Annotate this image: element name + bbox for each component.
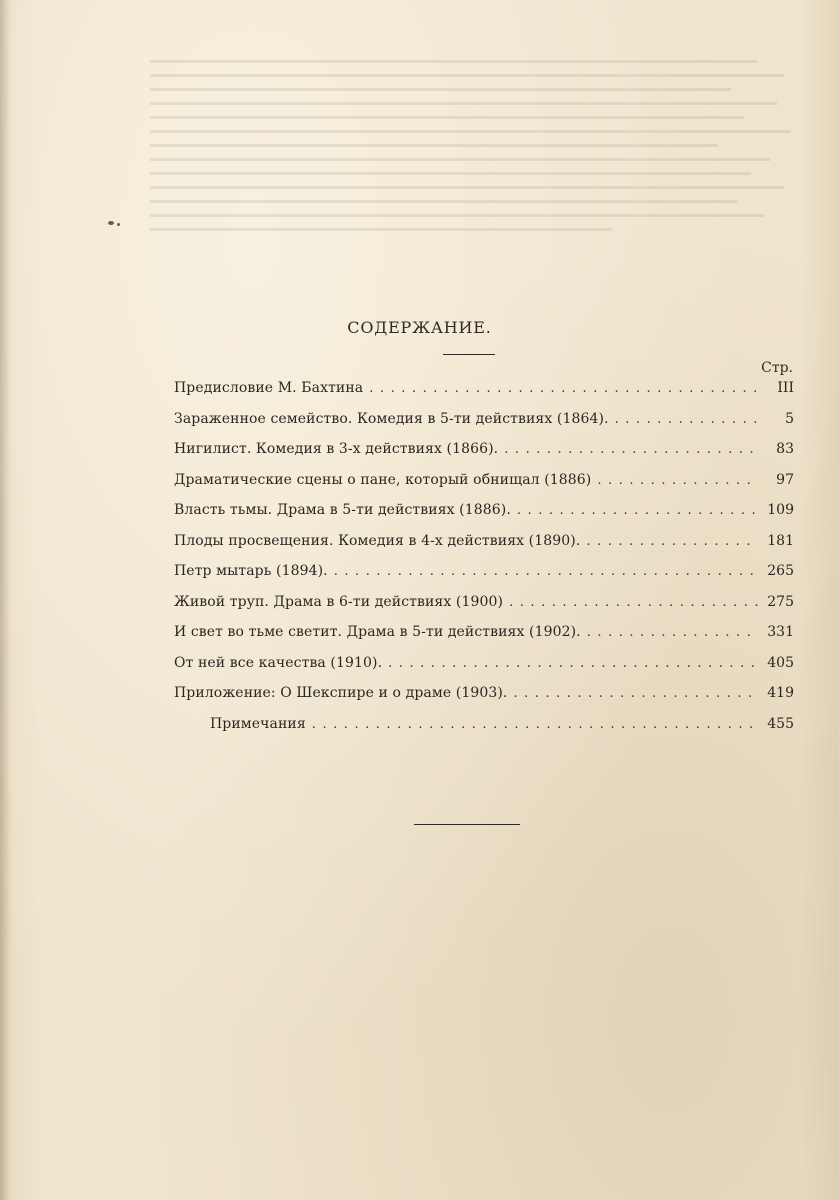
toc-entry [174, 472, 794, 503]
title-underline [443, 354, 495, 355]
toc-entry [174, 502, 794, 533]
toc-entry-page: 405 [767, 654, 794, 671]
dot-leader [504, 442, 758, 457]
toc-entry-title: Зараженное семейство. Комедия в 5-ти действиях (1864). [174, 410, 609, 427]
dot-leader [615, 412, 758, 427]
toc-entry-page: 455 [767, 715, 794, 732]
toc-entry-title: Живой труп. Драма в 6-ти действиях (1900) [174, 593, 504, 610]
toc-entry-page: 83 [776, 441, 794, 457]
toc-entry-page: 5 [785, 410, 794, 427]
toc-entry-page: 265 [767, 563, 794, 579]
closing-rule [414, 824, 520, 825]
toc-entry-title: Нигилист. Комедия в 3-х действиях (1866). [174, 441, 499, 457]
toc-entry [174, 685, 794, 716]
toc-entry-page: 331 [767, 624, 794, 640]
page-title: СОДЕРЖАНИЕ. [347, 318, 492, 337]
dot-leader [597, 473, 758, 488]
page-fold-shadow [0, 0, 10, 1200]
toc-entry-page: 109 [767, 502, 794, 518]
dot-leader [517, 503, 758, 518]
toc-entry [174, 655, 794, 686]
toc-entry [174, 411, 794, 442]
dot-leader [586, 534, 758, 549]
toc-entry-page: 97 [776, 471, 794, 488]
ink-speck [108, 221, 114, 225]
dot-leader [312, 717, 758, 732]
toc-entry-page: III [777, 380, 794, 396]
toc-entry-title: Петр мытарь (1894). [174, 563, 328, 579]
toc-entry-page: 419 [767, 685, 794, 701]
toc-entry [174, 716, 794, 747]
dot-leader [513, 686, 758, 701]
toc-entry-title: От ней все качества (1910). [174, 654, 383, 671]
dot-leader [334, 564, 758, 579]
toc-entry-page: 181 [767, 532, 794, 549]
toc-entry-page: 275 [767, 593, 794, 610]
bleed-through-text [150, 60, 810, 360]
dot-leader [388, 656, 758, 671]
toc-entry-title: Примечания [210, 715, 306, 732]
toc-entry-title: Приложение: О Шекспире и о драме (1903). [174, 685, 508, 701]
page-column-label: Стр. [761, 360, 793, 376]
toc-entry [174, 380, 794, 411]
toc-entry [174, 441, 794, 472]
toc-entry-title: И свет во тьме светит. Драма в 5-ти действиях (1902). [174, 624, 581, 640]
table-of-contents [174, 380, 794, 746]
toc-entry [174, 533, 794, 564]
toc-entry-title: Плоды просвещения. Комедия в 4-х действиях (1890). [174, 532, 581, 549]
toc-entry-title: Предисловие М. Бахтина [174, 380, 364, 396]
toc-entry [174, 624, 794, 655]
ink-speck [117, 223, 120, 226]
dot-leader [509, 595, 758, 610]
toc-entry [174, 594, 794, 625]
dot-leader [587, 625, 758, 640]
dot-leader [369, 381, 758, 396]
toc-entry-title: Власть тьмы. Драма в 5-ти действиях (1886). [174, 502, 511, 518]
toc-entry [174, 563, 794, 594]
toc-entry-title: Драматические сцены о пане, который обнищал (1886) [174, 471, 592, 488]
